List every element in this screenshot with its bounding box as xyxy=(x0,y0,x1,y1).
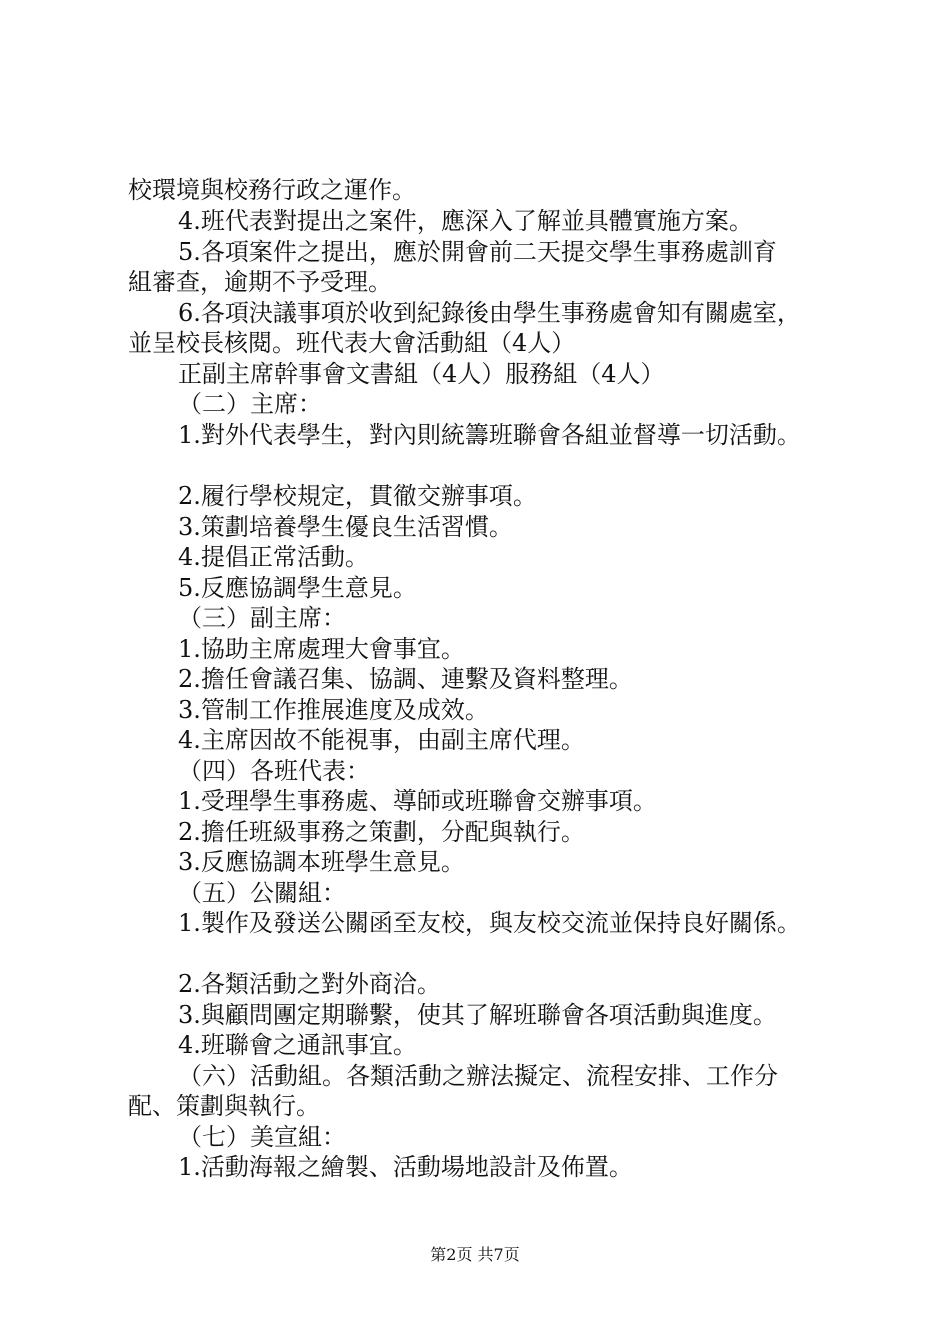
text-line: 3.反應協調本班學生意見。 xyxy=(178,848,465,876)
text-line: 4.主席因故不能視事，由副主席代理。 xyxy=(178,726,585,754)
text-line: 並呈校長核閱。班代表大會活動組（4人） xyxy=(128,329,576,357)
text-line: 2.履行學校規定，貫徹交辦事項。 xyxy=(178,482,537,510)
text-line: 3.與顧問團定期聯繫，使其了解班聯會各項活動與進度。 xyxy=(178,1001,777,1029)
text-line: 4.提倡正常活動。 xyxy=(178,543,369,571)
text-line: 6.各項決議事項於收到紀錄後由學生事務處會知有關處室， xyxy=(178,299,801,327)
text-line: 1.受理學生事務處、導師或班聯會交辦事項。 xyxy=(178,787,657,815)
text-line: 1.協助主席處理大會事宜。 xyxy=(178,635,465,663)
text-line: 5.各項案件之提出，應於開會前二天提交學生事務處訓育 xyxy=(178,238,777,266)
text-line: 1.活動海報之繪製、活動場地設計及佈置。 xyxy=(178,1153,633,1181)
section-heading: （三）副主席： xyxy=(178,604,346,632)
text-line: 3.策劃培養學生優良生活習慣。 xyxy=(178,513,513,541)
section-heading: （七）美宣組： xyxy=(178,1123,346,1151)
text-line: 1.製作及發送公關函至友校，與友校交流並保持良好關係。 xyxy=(178,909,801,937)
text-line: 組審查，逾期不予受理。 xyxy=(128,268,392,296)
text-line: 5.反應協調學生意見。 xyxy=(178,574,417,602)
section-heading: （五）公關組： xyxy=(178,879,346,907)
text-line: 4.班代表對提出之案件，應深入了解並具體實施方案。 xyxy=(178,207,753,235)
text-line: 2.各類活動之對外商洽。 xyxy=(178,970,441,998)
section-heading: （二）主席： xyxy=(178,390,322,418)
text-line: 2.擔任會議召集、協調、連繫及資料整理。 xyxy=(178,665,633,693)
text-line: 校環境與校務行政之運作。 xyxy=(128,176,416,204)
text-line: 4.班聯會之通訊事宜。 xyxy=(178,1031,417,1059)
text-line: 配、策劃與執行。 xyxy=(128,1092,320,1120)
text-line: 正副主席幹事會文書組（4人）服務組（4人） xyxy=(178,360,665,388)
text-line: 2.擔任班級事務之策劃，分配與執行。 xyxy=(178,818,585,846)
section-heading: （六）活動組。各類活動之辦法擬定、流程安排、工作分 xyxy=(178,1062,778,1090)
text-line: 3.管制工作推展進度及成效。 xyxy=(178,696,489,724)
section-heading: （四）各班代表： xyxy=(178,757,370,785)
text-line: 1.對外代表學生，對內則統籌班聯會各組並督導一切活動。 xyxy=(178,421,801,449)
page-number-footer: 第2页 共7页 xyxy=(430,1245,520,1264)
